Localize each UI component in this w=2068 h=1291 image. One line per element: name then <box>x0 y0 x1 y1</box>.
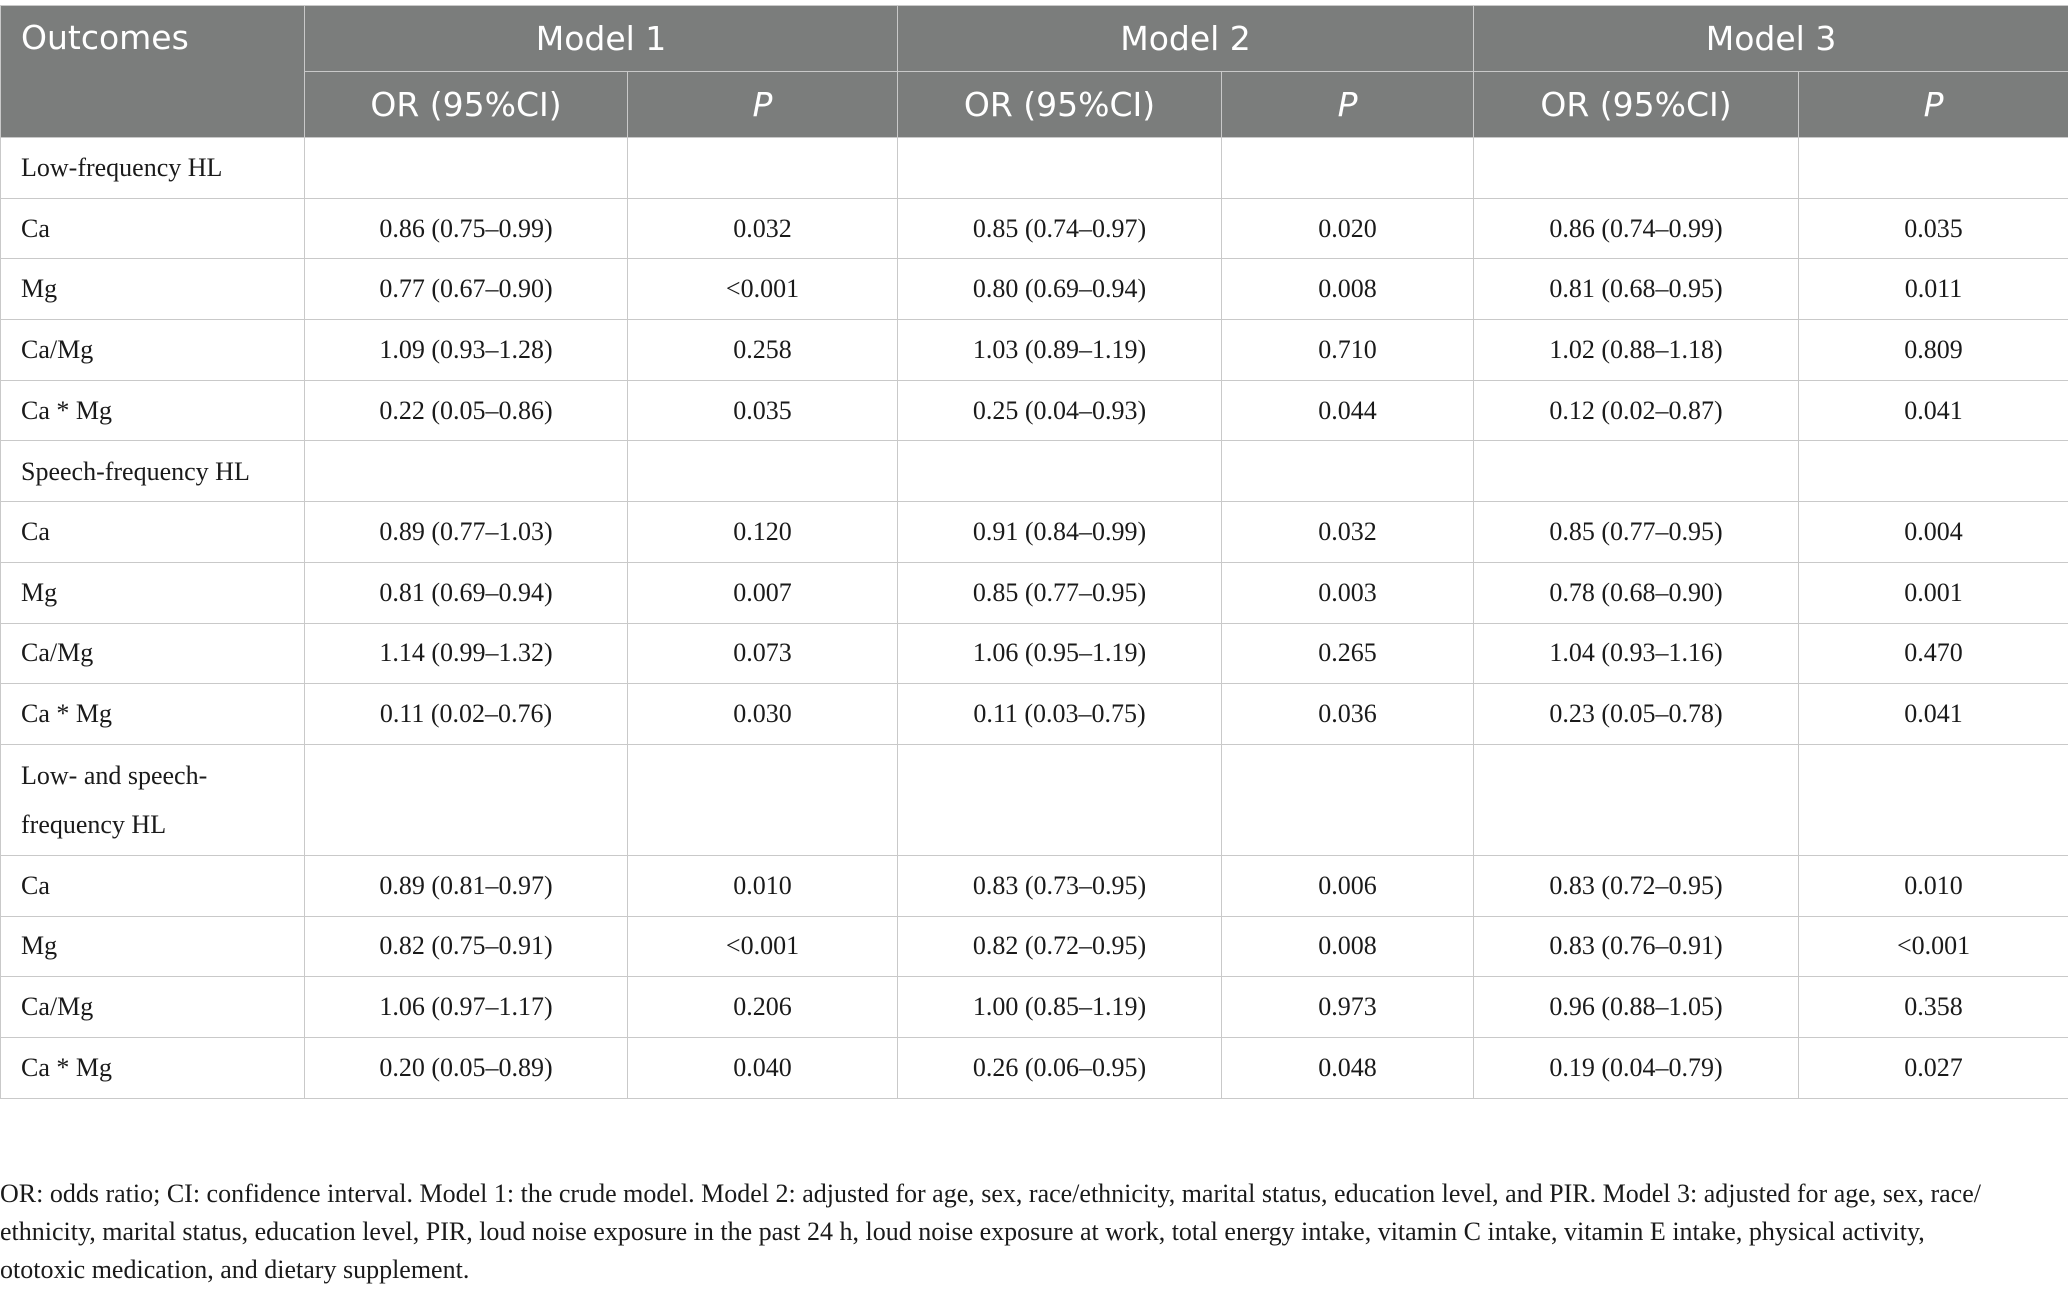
p-value-cell: 0.027 <box>1799 1037 2068 1098</box>
or-cell: 0.12 (0.02–0.87) <box>1474 380 1799 441</box>
p-value-cell: 0.470 <box>1799 623 2068 684</box>
table-row <box>1 623 2068 684</box>
or-cell: 0.11 (0.02–0.76) <box>305 684 628 745</box>
table-row <box>1 562 2068 623</box>
or-cell: 1.03 (0.89–1.19) <box>898 320 1222 381</box>
table-row <box>1 198 2068 259</box>
or-header: OR (95%CI) <box>305 72 628 138</box>
p-value-cell: 0.048 <box>1222 1037 1474 1098</box>
empty-cell <box>1222 138 1474 199</box>
p-value-cell: 0.809 <box>1799 320 2068 381</box>
p-header: P <box>1222 72 1474 138</box>
empty-cell <box>305 138 628 199</box>
section-row <box>1 441 2068 502</box>
row-label: Ca/Mg <box>1 623 305 684</box>
row-label: Ca * Mg <box>1 380 305 441</box>
p-value-cell: 0.044 <box>1222 380 1474 441</box>
row-label: Ca <box>1 502 305 563</box>
or-cell: 0.80 (0.69–0.94) <box>898 259 1222 320</box>
row-label: Ca <box>1 198 305 259</box>
empty-cell <box>1222 441 1474 502</box>
or-header: OR (95%CI) <box>898 72 1222 138</box>
or-cell: 0.86 (0.75–0.99) <box>305 198 628 259</box>
table-row <box>1 320 2068 381</box>
p-value-cell: 0.032 <box>628 198 898 259</box>
p-value-cell: 0.008 <box>1222 259 1474 320</box>
or-cell: 1.02 (0.88–1.18) <box>1474 320 1799 381</box>
or-cell: 0.85 (0.74–0.97) <box>898 198 1222 259</box>
section-label: Speech-frequency HL <box>1 441 305 502</box>
or-cell: 0.11 (0.03–0.75) <box>898 684 1222 745</box>
empty-cell <box>628 744 898 855</box>
or-header: OR (95%CI) <box>1474 72 1799 138</box>
row-label: Mg <box>1 562 305 623</box>
table-row <box>1 502 2068 563</box>
empty-cell <box>1799 744 2068 855</box>
p-value-cell: 0.030 <box>628 684 898 745</box>
p-value-cell: 0.041 <box>1799 380 2068 441</box>
row-label: Ca <box>1 855 305 916</box>
p-value-cell: 0.020 <box>1222 198 1474 259</box>
empty-cell <box>1799 138 2068 199</box>
or-cell: 0.83 (0.72–0.95) <box>1474 855 1799 916</box>
p-value-cell: 0.265 <box>1222 623 1474 684</box>
p-value-cell: 0.001 <box>1799 562 2068 623</box>
empty-cell <box>898 744 1222 855</box>
p-value-cell: 0.010 <box>1799 855 2068 916</box>
or-cell: 0.82 (0.75–0.91) <box>305 916 628 977</box>
empty-cell <box>1474 441 1799 502</box>
table-header <box>1 6 2068 138</box>
empty-cell <box>1474 744 1799 855</box>
empty-cell <box>305 744 628 855</box>
or-cell: 1.06 (0.97–1.17) <box>305 977 628 1038</box>
section-row <box>1 138 2068 199</box>
p-value-cell: 0.008 <box>1222 916 1474 977</box>
p-value-cell: 0.006 <box>1222 855 1474 916</box>
p-value-cell: 0.710 <box>1222 320 1474 381</box>
model-3-header: Model 3 <box>1474 6 2068 72</box>
header-row-models <box>1 6 2068 72</box>
p-value-cell: 0.035 <box>1799 198 2068 259</box>
or-cell: 0.78 (0.68–0.90) <box>1474 562 1799 623</box>
p-value-cell: 0.036 <box>1222 684 1474 745</box>
table-row <box>1 977 2068 1038</box>
or-cell: 0.81 (0.68–0.95) <box>1474 259 1799 320</box>
table-row <box>1 684 2068 745</box>
or-cell: 1.06 (0.95–1.19) <box>898 623 1222 684</box>
row-label: Ca/Mg <box>1 320 305 381</box>
or-cell: 0.77 (0.67–0.90) <box>305 259 628 320</box>
or-cell: 1.09 (0.93–1.28) <box>305 320 628 381</box>
empty-cell <box>898 138 1222 199</box>
or-cell: 0.23 (0.05–0.78) <box>1474 684 1799 745</box>
table-footnote <box>0 1175 2040 1289</box>
p-value-cell: 0.041 <box>1799 684 2068 745</box>
p-value-cell: <0.001 <box>1799 916 2068 977</box>
or-cell: 0.85 (0.77–0.95) <box>898 562 1222 623</box>
section-row <box>1 744 2068 855</box>
model-2-header: Model 2 <box>898 6 1474 72</box>
row-label: Ca * Mg <box>1 684 305 745</box>
or-cell: 0.83 (0.73–0.95) <box>898 855 1222 916</box>
p-value-cell: 0.258 <box>628 320 898 381</box>
section-label <box>1 744 305 855</box>
row-label: Mg <box>1 259 305 320</box>
or-cell: 0.22 (0.05–0.86) <box>305 380 628 441</box>
footnote-line: ototoxic medication, and dietary supplement. <box>0 1255 470 1284</box>
table-row <box>1 1037 2068 1098</box>
empty-cell <box>305 441 628 502</box>
section-label-line: Low- and speech- <box>21 760 208 790</box>
p-header: P <box>628 72 898 138</box>
or-cell: 1.04 (0.93–1.16) <box>1474 623 1799 684</box>
or-cell: 1.00 (0.85–1.19) <box>898 977 1222 1038</box>
empty-cell <box>628 441 898 502</box>
p-value-cell: 0.206 <box>628 977 898 1038</box>
empty-cell <box>1799 441 2068 502</box>
p-value-cell: 0.973 <box>1222 977 1474 1038</box>
or-cell: 0.20 (0.05–0.89) <box>305 1037 628 1098</box>
table-row <box>1 855 2068 916</box>
p-value-cell: 0.073 <box>628 623 898 684</box>
or-cell: 0.85 (0.77–0.95) <box>1474 502 1799 563</box>
or-cell: 0.89 (0.81–0.97) <box>305 855 628 916</box>
section-label: Low-frequency HL <box>1 138 305 199</box>
empty-cell <box>898 441 1222 502</box>
p-value-cell: 0.035 <box>628 380 898 441</box>
p-value-cell: 0.032 <box>1222 502 1474 563</box>
empty-cell <box>1474 138 1799 199</box>
p-header: P <box>1799 72 2068 138</box>
empty-cell <box>1222 744 1474 855</box>
results-table <box>0 5 2068 1099</box>
empty-cell <box>628 138 898 199</box>
table-row <box>1 916 2068 977</box>
p-value-cell: 0.003 <box>1222 562 1474 623</box>
or-cell: 0.86 (0.74–0.99) <box>1474 198 1799 259</box>
p-value-cell: 0.011 <box>1799 259 2068 320</box>
p-value-cell: 0.120 <box>628 502 898 563</box>
footnote-line: OR: odds ratio; CI: confidence interval. Model 1: the crude model. Model 2: adjusted for age, sex, race/ethnicity, marital status, education level, and PIR. Model 3: adjusted for age, sex, race/ <box>0 1179 1981 1208</box>
row-label: Mg <box>1 916 305 977</box>
or-cell: 0.25 (0.04–0.93) <box>898 380 1222 441</box>
table-body <box>1 138 2068 1099</box>
or-cell: 0.26 (0.06–0.95) <box>898 1037 1222 1098</box>
or-cell: 0.89 (0.77–1.03) <box>305 502 628 563</box>
header-row-stats <box>1 72 2068 138</box>
p-value-cell: 0.040 <box>628 1037 898 1098</box>
p-value-cell: 0.358 <box>1799 977 2068 1038</box>
row-label: Ca/Mg <box>1 977 305 1038</box>
model-1-header: Model 1 <box>305 6 898 72</box>
p-value-cell: 0.010 <box>628 855 898 916</box>
or-cell: 0.82 (0.72–0.95) <box>898 916 1222 977</box>
or-cell: 0.83 (0.76–0.91) <box>1474 916 1799 977</box>
or-cell: 0.81 (0.69–0.94) <box>305 562 628 623</box>
or-cell: 1.14 (0.99–1.32) <box>305 623 628 684</box>
p-value-cell: 0.007 <box>628 562 898 623</box>
row-label: Ca * Mg <box>1 1037 305 1098</box>
or-cell: 0.19 (0.04–0.79) <box>1474 1037 1799 1098</box>
footnote-line: ethnicity, marital status, education level, PIR, loud noise exposure in the past 24 h, loud noise exposure at work, total energy intake, vitamin C intake, vitamin E intake, physical activity, <box>0 1217 1925 1246</box>
p-value-cell: <0.001 <box>628 916 898 977</box>
table-row <box>1 380 2068 441</box>
p-value-cell: 0.004 <box>1799 502 2068 563</box>
p-value-cell: <0.001 <box>628 259 898 320</box>
or-cell: 0.91 (0.84–0.99) <box>898 502 1222 563</box>
or-cell: 0.96 (0.88–1.05) <box>1474 977 1799 1038</box>
outcomes-header: Outcomes <box>1 6 305 138</box>
section-label-line: frequency HL <box>21 809 167 839</box>
table-row <box>1 259 2068 320</box>
